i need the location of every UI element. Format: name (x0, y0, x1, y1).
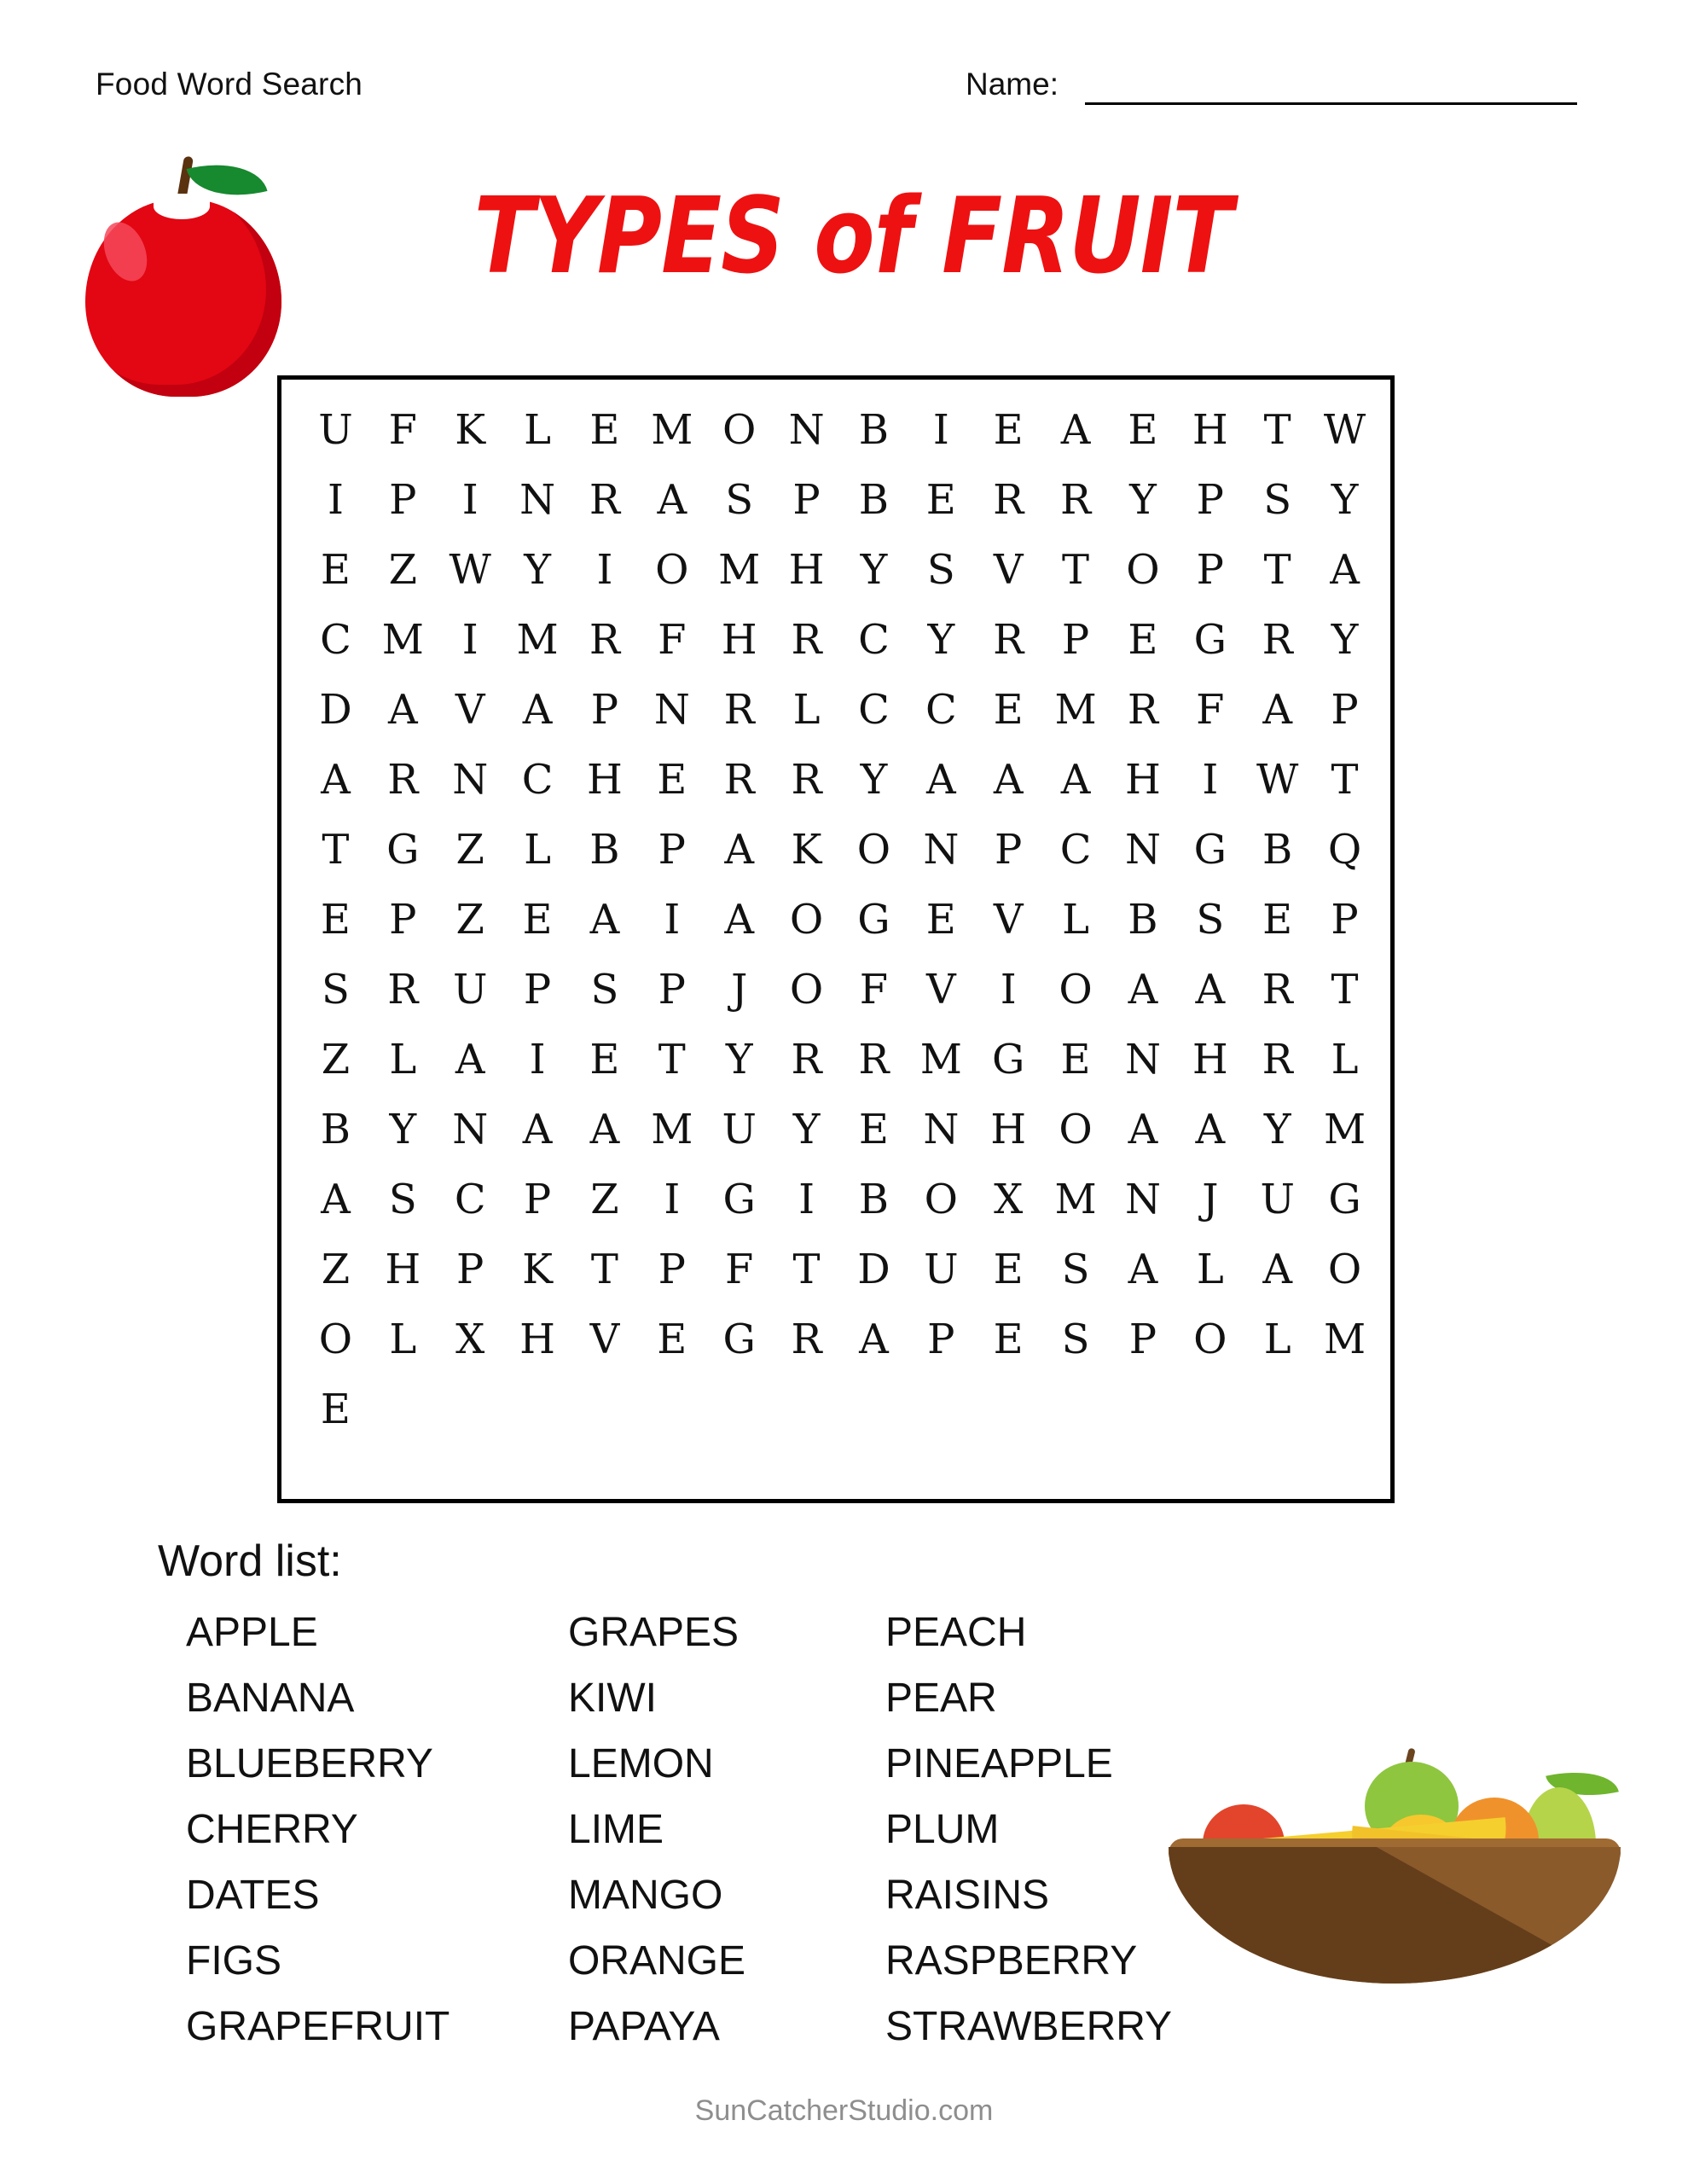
grid-cell[interactable]: D (319, 686, 352, 734)
grid-cell[interactable]: R (791, 756, 822, 804)
grid-cell[interactable]: A (1262, 686, 1293, 734)
grid-cell[interactable]: P (1061, 616, 1090, 664)
word-list-title: Word list: (158, 1536, 342, 1586)
grid-cell[interactable]: I (461, 616, 479, 664)
name-field-label: Name: (966, 67, 1059, 102)
apple-dimple-icon (154, 194, 210, 219)
grid-cell[interactable]: S (590, 966, 619, 1014)
grid-cell[interactable]: C (925, 686, 957, 734)
grid-cell[interactable]: B (858, 406, 890, 454)
word-list-item[interactable]: CHERRY (186, 1807, 358, 1852)
word-list-item[interactable]: DATES (186, 1873, 320, 1918)
word-search-grid (277, 375, 1395, 1503)
grid-cell[interactable]: E (858, 1106, 889, 1153)
grid-cell[interactable]: E (993, 686, 1024, 734)
grid-cell[interactable]: C (521, 756, 554, 804)
grid-cell[interactable]: Y (1331, 476, 1359, 524)
grid-cell[interactable]: Y (1331, 616, 1359, 664)
grid-cell[interactable]: S (1196, 896, 1225, 944)
grid-cell[interactable]: B (589, 826, 620, 874)
grid-cell[interactable]: O (1327, 1246, 1362, 1293)
word-list-item[interactable]: BANANA (186, 1676, 355, 1721)
grid-cell[interactable]: A (589, 896, 620, 944)
grid-cell[interactable]: E (993, 1246, 1024, 1293)
grid-cell[interactable]: P (1196, 546, 1224, 594)
grid-cell[interactable]: B (1262, 826, 1293, 874)
word-list-item[interactable]: BLUEBERRY (186, 1741, 433, 1786)
grid-cell[interactable]: R (1127, 686, 1158, 734)
grid-cell[interactable]: Y (792, 1106, 821, 1153)
name-write-in-line[interactable] (1085, 102, 1577, 105)
grid-cell[interactable]: A (724, 896, 755, 944)
grid-cell[interactable]: R (1262, 616, 1293, 664)
grid-cell[interactable]: F (388, 406, 417, 454)
grid-cell[interactable]: H (990, 1106, 1027, 1153)
grid-cell[interactable]: E (522, 896, 553, 944)
grid-cell[interactable]: B (1128, 896, 1158, 944)
grid-cell[interactable]: E (589, 406, 620, 454)
grid-cell[interactable]: O (318, 1316, 353, 1363)
grid-cell[interactable]: C (858, 686, 890, 734)
grid-cell[interactable]: A (1195, 1106, 1226, 1153)
grid-cell[interactable]: N (923, 1106, 960, 1153)
word-list-item[interactable]: PAPAYA (568, 2004, 720, 2049)
grid-cell[interactable]: J (1202, 1176, 1219, 1223)
grid-cell[interactable]: L (524, 826, 551, 874)
grid-cell[interactable]: G (386, 826, 420, 874)
grid-cell[interactable]: M (718, 546, 761, 594)
grid-cell[interactable]: Y (927, 616, 955, 664)
grid-cell[interactable]: A (925, 756, 956, 804)
grid-cell[interactable]: A (321, 1176, 351, 1223)
grid-cell[interactable]: O (722, 406, 757, 454)
grid-cell[interactable]: I (596, 546, 613, 594)
grid-cell[interactable]: Y (725, 1036, 753, 1083)
grid-cell[interactable]: P (456, 1246, 484, 1293)
grid-cell[interactable]: U (452, 966, 488, 1014)
word-list-item[interactable]: STRAWBERRY (885, 2004, 1173, 2049)
grid-cell[interactable]: K (522, 1246, 553, 1293)
grid-cell[interactable]: E (1262, 896, 1293, 944)
grid-cell[interactable]: E (993, 1316, 1024, 1363)
grid-cell[interactable]: U (318, 406, 353, 454)
grid-cell[interactable]: Y (1129, 476, 1157, 524)
word-list-item[interactable]: PLUM (885, 1807, 1000, 1852)
grid-cell[interactable]: G (722, 1176, 756, 1223)
grid-cell[interactable]: S (321, 966, 350, 1014)
grid-cell[interactable]: P (389, 476, 417, 524)
word-list-item[interactable]: RAISINS (885, 1873, 1050, 1918)
grid-cell[interactable]: P (658, 1246, 686, 1293)
grid-cell[interactable]: A (1262, 1246, 1293, 1293)
grid-cell[interactable]: E (589, 1036, 620, 1083)
grid-cell[interactable]: V (925, 966, 956, 1014)
grid-cell[interactable]: R (387, 966, 419, 1014)
grid-cell[interactable]: O (924, 1176, 958, 1223)
page-title: TYPES of FRUIT (473, 174, 1233, 298)
grid-cell[interactable]: Z (455, 896, 484, 944)
grid-cell[interactable]: N (452, 756, 489, 804)
grid-cell[interactable]: R (791, 1036, 822, 1083)
word-list-item[interactable]: PEAR (885, 1676, 997, 1721)
grid-cell[interactable]: O (789, 966, 824, 1014)
grid-cell[interactable]: J (731, 966, 748, 1014)
grid-cell[interactable]: R (858, 1036, 890, 1083)
grid-cell[interactable]: P (1331, 896, 1359, 944)
grid-cell[interactable]: A (589, 1106, 620, 1153)
grid-cell[interactable]: H (788, 546, 825, 594)
grid-cell[interactable]: S (926, 546, 955, 594)
grid-cell[interactable]: S (725, 476, 754, 524)
grid-cell[interactable]: N (1124, 1176, 1161, 1223)
grid-cell[interactable]: E (657, 756, 687, 804)
grid-cell[interactable]: N (1124, 826, 1161, 874)
grid-cell[interactable]: S (1061, 1246, 1090, 1293)
grid-cell[interactable]: R (723, 756, 755, 804)
grid-cell[interactable]: I (932, 406, 949, 454)
grid-cell[interactable]: E (1060, 1036, 1091, 1083)
grid-cell[interactable]: B (320, 1106, 351, 1153)
grid-cell[interactable]: A (859, 1316, 889, 1363)
grid-cell[interactable]: A (522, 1106, 553, 1153)
grid-cell[interactable]: V (993, 546, 1024, 594)
grid-cell[interactable]: P (927, 1316, 955, 1363)
grid-cell[interactable]: L (389, 1316, 417, 1363)
grid-cell[interactable]: F (725, 1246, 754, 1293)
grid-cell[interactable]: V (455, 686, 485, 734)
grid-cell[interactable]: Y (860, 756, 888, 804)
grid-cell[interactable]: P (1128, 1316, 1157, 1363)
grid-cell[interactable]: H (587, 756, 623, 804)
grid-cell[interactable]: A (724, 826, 755, 874)
grid-cell[interactable]: T (1263, 546, 1291, 594)
grid-cell[interactable]: W (1256, 756, 1299, 804)
grid-cell[interactable]: E (1128, 406, 1158, 454)
grid-cell[interactable]: N (653, 686, 690, 734)
grid-cell[interactable]: O (655, 546, 689, 594)
grid-cell[interactable]: Z (321, 1246, 351, 1293)
word-list-column-3 (885, 1600, 1172, 2059)
apple-body-icon (85, 199, 281, 397)
grid-cell[interactable]: R (993, 616, 1024, 664)
grid-cell[interactable]: Y (389, 1106, 417, 1153)
letter-grid (302, 395, 1378, 1444)
grid-cell[interactable]: G (1193, 826, 1227, 874)
grid-cell[interactable]: P (389, 896, 417, 944)
grid-cell[interactable]: R (387, 756, 419, 804)
grid-cell[interactable]: P (523, 1176, 552, 1223)
grid-cell[interactable]: F (658, 616, 687, 664)
grid-cell[interactable]: L (1196, 1246, 1224, 1293)
grid-cell[interactable]: A (1060, 756, 1091, 804)
grid-cell[interactable]: M (651, 406, 693, 454)
grid-cell[interactable]: I (327, 476, 344, 524)
grid-cell[interactable]: T (1331, 966, 1359, 1014)
grid-cell[interactable]: M (1054, 1176, 1097, 1223)
grid-cell[interactable]: O (856, 826, 891, 874)
grid-cell[interactable]: R (791, 616, 822, 664)
grid-cell[interactable]: T (1062, 546, 1090, 594)
grid-cell[interactable]: F (859, 966, 889, 1014)
grid-cell[interactable]: L (524, 406, 551, 454)
bowl-base-icon (1169, 1847, 1621, 1984)
grid-cell[interactable]: G (992, 1036, 1025, 1083)
grid-cell[interactable]: G (1193, 616, 1227, 664)
word-list-column-2 (568, 1600, 745, 2059)
grid-cell[interactable]: E (925, 476, 956, 524)
grid-cell[interactable]: Y (860, 546, 888, 594)
grid-cell[interactable]: I (1000, 966, 1017, 1014)
grid-cell[interactable]: R (791, 1316, 822, 1363)
grid-cell[interactable]: A (387, 686, 418, 734)
word-list-item[interactable]: LIME (568, 1807, 664, 1852)
grid-cell[interactable]: X (994, 1176, 1024, 1223)
word-list-item[interactable]: PINEAPPLE (885, 1741, 1113, 1786)
grid-cell[interactable]: R (723, 686, 755, 734)
grid-cell[interactable]: A (522, 686, 553, 734)
grid-cell[interactable]: F (1196, 686, 1225, 734)
grid-cell[interactable]: A (1060, 406, 1091, 454)
grid-cell[interactable]: H (519, 1316, 555, 1363)
word-list-column-1 (186, 1600, 450, 2059)
grid-cell[interactable]: P (1196, 476, 1224, 524)
grid-cell[interactable]: C (454, 1176, 486, 1223)
grid-cell[interactable]: V (589, 1316, 620, 1363)
grid-cell[interactable]: M (516, 616, 559, 664)
grid-cell[interactable]: T (792, 1246, 821, 1293)
word-list-item[interactable]: RASPBERRY (885, 1938, 1138, 1984)
grid-cell[interactable]: I (461, 476, 479, 524)
grid-cell[interactable]: E (320, 546, 351, 594)
word-list-item[interactable]: ORANGE (568, 1938, 746, 1984)
grid-cell[interactable]: R (589, 476, 620, 524)
grid-cell[interactable]: L (1062, 896, 1089, 944)
grid-cell[interactable]: H (1125, 756, 1161, 804)
grid-cell[interactable]: P (658, 966, 686, 1014)
grid-cell[interactable]: H (1192, 406, 1228, 454)
grid-cell[interactable]: Y (524, 546, 551, 594)
footer-credit: SunCatcherStudio.com (694, 2094, 994, 2127)
grid-cell[interactable]: A (657, 476, 687, 524)
grid-cell[interactable]: S (388, 1176, 417, 1223)
grid-cell[interactable]: P (523, 966, 552, 1014)
grid-cell[interactable]: M (1323, 1106, 1366, 1153)
word-list-item[interactable]: MANGO (568, 1873, 723, 1918)
grid-cell[interactable]: G (722, 1316, 756, 1363)
grid-cell[interactable]: P (658, 826, 686, 874)
grid-cell[interactable]: M (651, 1106, 693, 1153)
grid-cell[interactable]: T (658, 1036, 686, 1083)
grid-cell[interactable]: N (452, 1106, 489, 1153)
grid-cell[interactable]: I (1202, 756, 1219, 804)
word-list-item[interactable]: FIGS (186, 1938, 282, 1984)
grid-cell[interactable]: V (993, 896, 1024, 944)
grid-cell[interactable]: M (1054, 686, 1097, 734)
grid-cell[interactable]: Q (1327, 826, 1362, 874)
grid-cell[interactable]: H (1192, 1036, 1228, 1083)
grid-cell[interactable]: A (1195, 966, 1226, 1014)
grid-cell[interactable]: E (993, 406, 1024, 454)
grid-cell[interactable]: P (792, 476, 821, 524)
grid-cell[interactable]: I (664, 896, 681, 944)
grid-cell[interactable]: X (455, 1316, 485, 1363)
grid-cell[interactable]: O (1059, 1106, 1093, 1153)
grid-cell[interactable]: A (321, 756, 351, 804)
grid-cell[interactable]: E (1128, 616, 1158, 664)
grid-cell[interactable]: C (320, 616, 351, 664)
grid-cell[interactable]: B (858, 476, 890, 524)
word-list-item[interactable]: APPLE (186, 1610, 318, 1655)
grid-cell[interactable]: C (858, 616, 890, 664)
word-list-item[interactable]: GRAPEFRUIT (186, 2004, 450, 2049)
grid-cell[interactable]: L (1263, 1316, 1291, 1363)
grid-cell[interactable]: N (923, 826, 960, 874)
grid-cell[interactable]: W (449, 546, 491, 594)
apple-icon (78, 141, 287, 401)
grid-cell[interactable]: N (519, 476, 556, 524)
grid-cell[interactable]: A (455, 1036, 485, 1083)
grid-cell[interactable]: L (792, 686, 821, 734)
grid-cell[interactable]: G (1328, 1176, 1361, 1223)
grid-cell[interactable]: L (389, 1036, 417, 1083)
grid-cell[interactable]: U (1260, 1176, 1295, 1223)
grid-cell[interactable]: A (993, 756, 1024, 804)
grid-cell[interactable]: O (1193, 1316, 1227, 1363)
worksheet-category-label: Food Word Search (96, 67, 363, 102)
grid-cell[interactable]: O (1059, 966, 1093, 1014)
grid-cell[interactable]: I (664, 1176, 681, 1223)
grid-cell[interactable]: M (919, 1036, 962, 1083)
grid-cell[interactable]: A (1128, 1246, 1158, 1293)
grid-cell[interactable]: R (993, 476, 1024, 524)
grid-cell[interactable]: U (924, 1246, 959, 1293)
grid-cell[interactable]: R (1059, 476, 1092, 524)
grid-cell[interactable]: Z (321, 1036, 351, 1083)
grid-cell[interactable]: R (589, 616, 620, 664)
word-list-item[interactable]: GRAPES (568, 1610, 740, 1655)
grid-cell[interactable]: A (1330, 546, 1360, 594)
grid-cell[interactable]: P (590, 686, 619, 734)
grid-cell[interactable]: R (1262, 966, 1293, 1014)
grid-cell[interactable]: N (1124, 1036, 1161, 1083)
grid-cell[interactable]: G (857, 896, 890, 944)
grid-cell[interactable]: C (1059, 826, 1092, 874)
grid-cell[interactable]: S (1061, 1316, 1090, 1363)
grid-cell[interactable]: A (1128, 966, 1158, 1014)
grid-cell[interactable]: I (798, 1176, 815, 1223)
word-list-item[interactable]: KIWI (568, 1676, 657, 1721)
grid-cell[interactable]: Z (388, 546, 417, 594)
grid-cell[interactable]: L (1331, 1036, 1359, 1083)
grid-cell[interactable]: H (385, 1246, 421, 1293)
grid-cell[interactable]: B (858, 1176, 890, 1223)
word-list-item[interactable]: PEACH (885, 1610, 1027, 1655)
grid-cell[interactable]: M (1323, 1316, 1366, 1363)
grid-cell[interactable]: Z (455, 826, 484, 874)
grid-cell[interactable]: P (995, 826, 1023, 874)
grid-cell[interactable]: P (1331, 686, 1359, 734)
grid-cell[interactable]: S (1263, 476, 1292, 524)
grid-cell[interactable]: N (788, 406, 825, 454)
grid-cell[interactable]: K (455, 406, 486, 454)
grid-cell[interactable]: T (1263, 406, 1291, 454)
grid-cell[interactable]: Y (1263, 1106, 1291, 1153)
grid-cell[interactable]: U (722, 1106, 757, 1153)
grid-cell[interactable]: T (1331, 756, 1359, 804)
grid-cell[interactable]: T (590, 1246, 618, 1293)
word-list-item[interactable]: LEMON (568, 1741, 714, 1786)
grid-cell[interactable]: E (320, 1385, 351, 1433)
grid-cell[interactable]: E (320, 896, 351, 944)
grid-cell[interactable]: D (857, 1246, 890, 1293)
grid-cell[interactable]: H (721, 616, 757, 664)
grid-cell[interactable]: R (1262, 1036, 1293, 1083)
grid-cell[interactable]: W (1323, 406, 1366, 454)
grid-cell[interactable]: I (529, 1036, 546, 1083)
grid-cell[interactable]: M (381, 616, 424, 664)
grid-cell[interactable]: K (791, 826, 822, 874)
grid-cell[interactable]: T (322, 826, 350, 874)
grid-cell[interactable]: A (1128, 1106, 1158, 1153)
grid-cell[interactable]: E (657, 1316, 687, 1363)
grid-cell[interactable]: E (925, 896, 956, 944)
grid-cell[interactable]: O (789, 896, 824, 944)
fruit-bowl-icon (1169, 1719, 1621, 1984)
grid-cell[interactable]: Z (590, 1176, 619, 1223)
grid-cell[interactable]: O (1126, 546, 1160, 594)
